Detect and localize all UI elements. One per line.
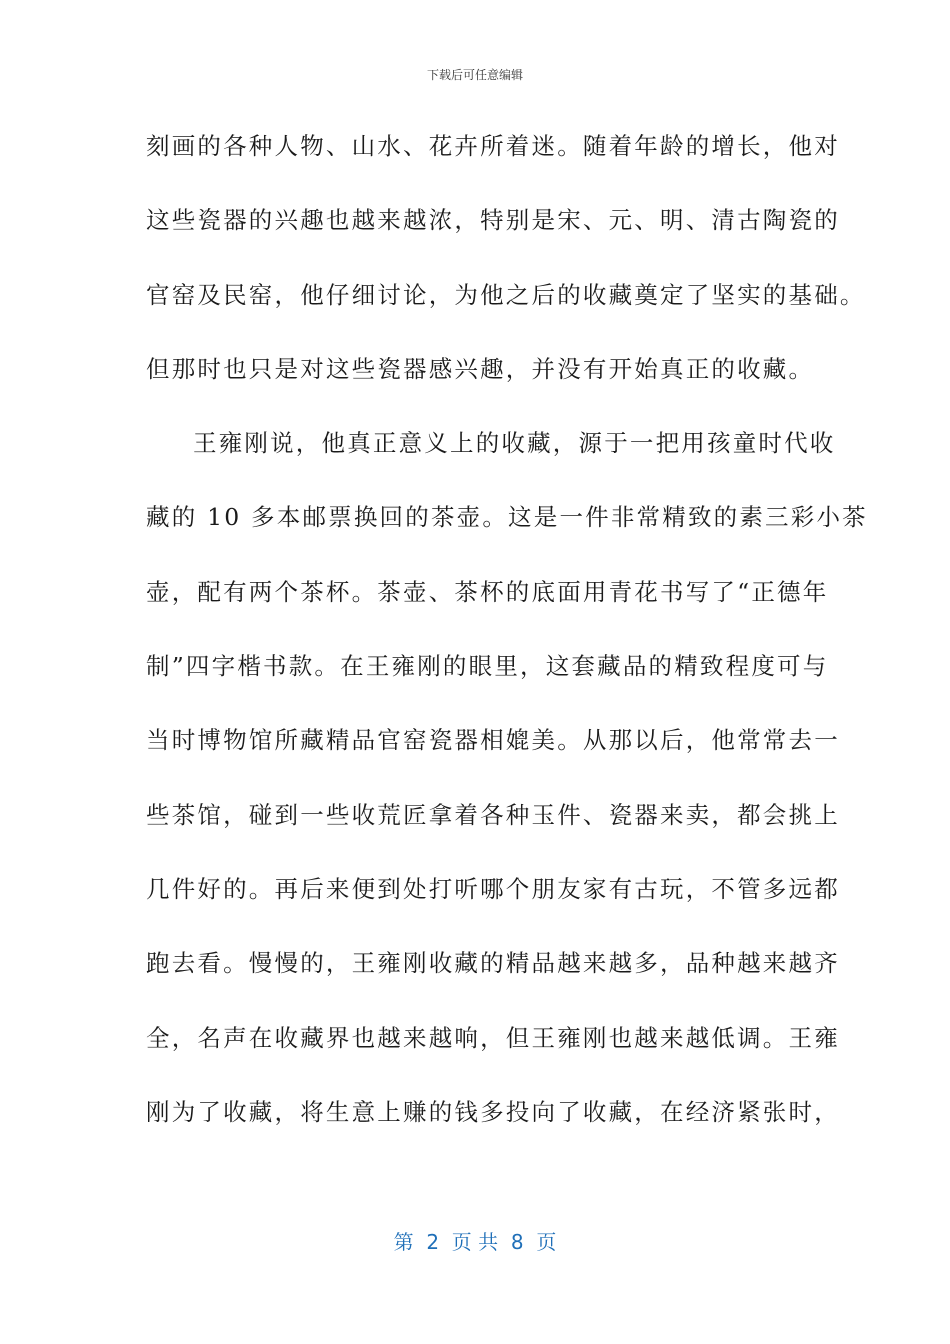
text-line: 官窑及民窑，他仔细讨论，为他之后的收藏奠定了坚实的基础。	[146, 280, 866, 309]
text-line: 刻画的各种人物、山水、花卉所着迷。随着年龄的增长，他对	[146, 132, 840, 160]
text-line: 全，名声在收藏界也越来越响，但王雍刚也越来越低调。王雍	[146, 1023, 840, 1052]
text-line: 当时博物馆所藏精品官窑瓷器相媲美。从那以后，他常常去一	[146, 726, 840, 755]
text-line: 壶，配有两个茶杯。茶壶、茶杯的底面用青花书写了“正德年	[146, 577, 829, 606]
text-line: 刚为了收藏，将生意上赚的钱多投向了收藏，在经济紧张时，	[146, 1097, 840, 1126]
text-line: 几件好的。再后来便到处打听哪个朋友家有古玩，不管多远都	[146, 874, 840, 903]
text-line: 这些瓷器的兴趣也越来越浓，特别是宋、元、明、清古陶瓷的	[146, 206, 840, 235]
header-note: 下载后可任意编辑	[426, 68, 523, 82]
text-line: 藏的 10 多本邮票换回的茶壶。这是一件非常精致的素三彩小茶	[146, 503, 868, 532]
text-line: 跑去看。慢慢的，王雍刚收藏的精品越来越多，品种越来越齐	[146, 949, 840, 978]
page-number-footer: 第 2 页 共 8 页	[393, 1230, 557, 1254]
text-line: 些茶馆，碰到一些收荒匠拿着各种玉件、瓷器来卖，都会挑上	[146, 800, 840, 829]
text-line: 制”四字楷书款。在王雍刚的眼里，这套藏品的精致程度可与	[146, 652, 829, 681]
paragraph-start-line: 王雍刚说，他真正意义上的收藏，源于一把用孩童时代收	[193, 429, 836, 458]
text-line: 但那时也只是对这些瓷器感兴趣，并没有开始真正的收藏。	[146, 354, 815, 383]
document-body	[146, 126, 868, 1166]
